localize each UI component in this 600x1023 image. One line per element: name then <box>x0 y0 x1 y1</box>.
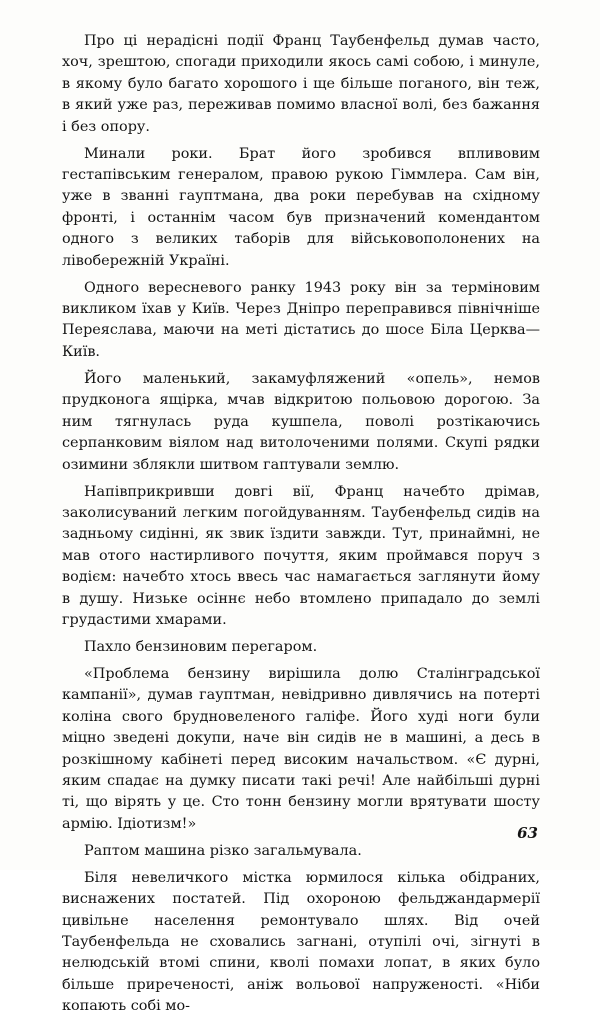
paragraph: «Проблема бензину вирішила долю Сталінградської кампанії», думав гауптман, невідривно дивлячись на потерті коліна свого брудновеленого галіфе. Його худі ноги були міцно зведені докупи, наче він сидів не в машині, а десь в розкішному кабінеті перед високим начальством. «Є дурні, яким спадає на думку писати такі речі! Але найбільші дурні ті, що вірять у це. Сто тонн бензину могли врятувати шосту армію. Ідіотизм!» <box>62 665 540 832</box>
paragraph: Напівприкривши довгі вії, Франц начебто дрімав, заколисуваний легким погойдуванням. Таубенфельд сидів на задньому сидінні, як звик їздити завжди. Тут, принаймні, не мав отого настирливого почуття, яким проймався поруч з водієм: начебто хтось ввесь час намагається заглянути йому в душу. Низьке осіннє небо втомлено припадало до землі грудастими хмарами. <box>62 483 540 628</box>
paragraph: Його маленький, закамуфляжений «опель», немов прудконога ящірка, мчав відкритою польовою дорогою. За ним тягнулась руда кушпела, поволі розтікаючись серпанковим віялом над витолоченими полями. Скупі рядки озимини зблякли шитвом гаптували землю. <box>62 370 540 473</box>
paragraph: Біля невеличкого містка юрмилося кілька обідраних, виснажених постатей. Під охороною фельджандармерії цивільне населення ремонтувало шлях. Від очей Таубенфельда не сховались загнані, отупілі очі, зігнуті в нелюдській втомі спини, кволі помахи лопат, в яких було більше приреченості, аніж вольової напруженості. «Ніби копають собі мо- <box>62 869 540 1015</box>
paragraph: Про ці нерадісні події Франц Таубенфельд думав часто, хоч, зрештою, спогади приходили якось самі собою, і минуле, в якому було багато хорошого і ще більше поганого, він теж, в який уже раз, переживав помимо власної волі, без бажання і без опору. <box>62 33 540 135</box>
paragraph: Пахло бензиновим перегаром. <box>84 638 318 655</box>
page-text <box>62 31 540 1023</box>
paragraph: Раптом машина різко загальмувала. <box>84 842 362 859</box>
paragraph: Минали роки. Брат його зробився впливовим гестапівським генералом, правою рукою Гіммлера. Сам він, уже в званні гауптмана, два роки перебував на східному фронті, і останнім часом був призначений комендантом одного з великих таборів для військовополонених на лівобережній Україні. <box>62 145 540 269</box>
page-number: 63 <box>517 824 538 842</box>
paragraph: Одного вересневого ранку 1943 року він за терміновим викликом їхав у Київ. Через Дніпро переправився північніше Переяслава, маючи на меті дістатись до шосе Біла Церква—Київ. <box>62 279 540 360</box>
